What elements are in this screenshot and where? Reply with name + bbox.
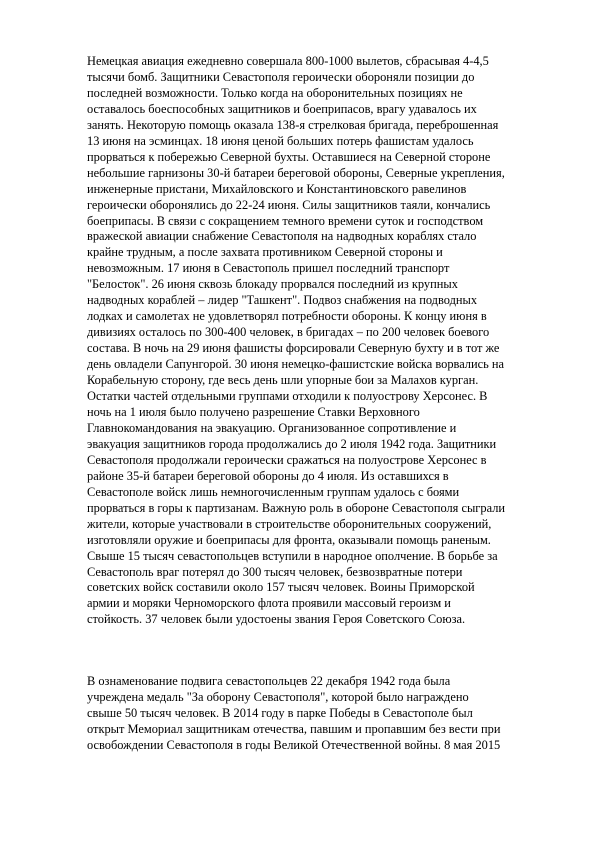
text-line: оставалось боеспособных защитников и боеприпасов, врагу удавалось их	[87, 101, 477, 116]
text-line: советских войск составили около 157 тысяч человек. Воины Приморской	[87, 580, 475, 595]
text-line: ночь на 1 июля было получено разрешение Ставки Верховного	[87, 404, 420, 419]
text-line: стойкость. 37 человек были удостоены звания Героя Советского Союза.	[87, 612, 466, 627]
text-line: последней возможности. Только когда на оборонительных позициях не	[87, 85, 463, 100]
text-line: прорваться к побережью Северной бухты. Оставшиеся на Северной стороне	[87, 149, 491, 164]
text-line: Севастополь враг потерял до 300 тысяч человек, безвозвратные потери	[87, 564, 463, 579]
text-line: районе 35-й батареи береговой обороны до 4 июля. Из оставшихся в	[87, 468, 449, 483]
text-line: Севастополе войск лишь немногочисленным группам удалось с боями	[87, 484, 460, 499]
text-line: жители, которые участвовали в строительстве оборонительных сооружений,	[87, 516, 492, 531]
text-line: инженерные пристани, Михайловского и Константиновского равелинов	[87, 181, 467, 196]
text-line: занять. Некоторую помощь оказала 138-я стрелковая бригада, переброшенная	[87, 117, 499, 132]
text-line: день овладели Сапунгорой. 30 июня немецко-фашистские войска ворвались на	[87, 357, 505, 372]
text-line: дивизиях осталось по 300-400 человек, в бригадах – по 200 человек боевого	[87, 325, 490, 340]
text-line: Севастополя продолжали героически сражаться на полуострове Херсонес в	[87, 452, 487, 467]
text-line: боеприпасы. В связи с сокращением темного времени суток и господством	[87, 213, 484, 228]
text-line: армии и моряки Черноморского флота проявили массовый героизм и	[87, 596, 451, 611]
text-line: небольшие гарнизоны 30-й батареи береговой обороны, Северные укрепления,	[87, 165, 505, 180]
text-line: героически оборонялись до 22-24 июня. Силы защитников таяли, кончались	[87, 197, 491, 212]
text-line: 13 июня на эсминцах. 18 июня ценой больших потерь фашистам удалось	[87, 133, 474, 148]
text-line: "Белосток". 26 июня сквозь блокаду прорвался последний из крупных	[87, 277, 458, 292]
text-line: вражеской авиации снабжение Севастополя на надводных кораблях стало	[87, 229, 477, 244]
text-line: изготовляли оружие и боеприпасы для фронта, оказывали помощь раненым.	[87, 532, 491, 547]
text-line: Корабельную сторону, где весь день шли упорные бои за Малахов курган.	[87, 373, 479, 388]
text-line: прорваться в горы к партизанам. Важную роль в обороне Севастополя сыграли	[87, 500, 506, 515]
text-line: лодках и самолетах не удовлетворял потребности обороны. К концу июня в	[87, 309, 487, 324]
text-line: состава. В ночь на 29 июня фашисты форсировали Северную бухту и в тот же	[87, 341, 500, 356]
text-line: Немецкая авиация ежедневно совершала 800-1000 вылетов, сбрасывая 4-4,5	[87, 54, 489, 68]
text-line: свыше 50 тысяч человек. В 2014 году в парке Победы в Севастополе был	[87, 705, 473, 720]
text-line: Свыше 15 тысяч севастопольцев вступили в народное ополчение. В борьбе за	[87, 548, 498, 563]
text-line: Главнокомандования на эвакуацию. Организованное сопротивление и	[87, 420, 457, 435]
text-line: эвакуация защитников города продолжались до 2 июля 1942 года. Защитники	[87, 436, 497, 451]
text-line: освобождении Севастополя в годы Великой Отечественной войны. 8 мая 2015	[87, 737, 501, 752]
text-line: В ознаменование подвига севастопольцев 22 декабря 1942 года была	[87, 674, 451, 688]
text-line: учреждена медаль "За оборону Севастополя", которой было награждено	[87, 689, 469, 704]
paragraph-1	[87, 54, 517, 628]
text-line: тысячи бомб. Защитники Севастополя героически обороняли позиции до	[87, 69, 475, 84]
text-line: невозможным. 17 июня в Севастополь пришел последний транспорт	[87, 261, 450, 276]
text-line: крайне трудным, а после захвата противником Северной стороны и	[87, 245, 443, 260]
text-line: открыт Мемориал защитникам отечества, павшим и пропавшим без вести при	[87, 721, 501, 736]
text-line: Остатки частей отдельными группами отходили к полуострову Херсонес. В	[87, 389, 488, 404]
paragraph-2	[87, 674, 517, 754]
text-line: надводных кораблей – лидер "Ташкент". Подвоз снабжения на подводных	[87, 293, 478, 308]
